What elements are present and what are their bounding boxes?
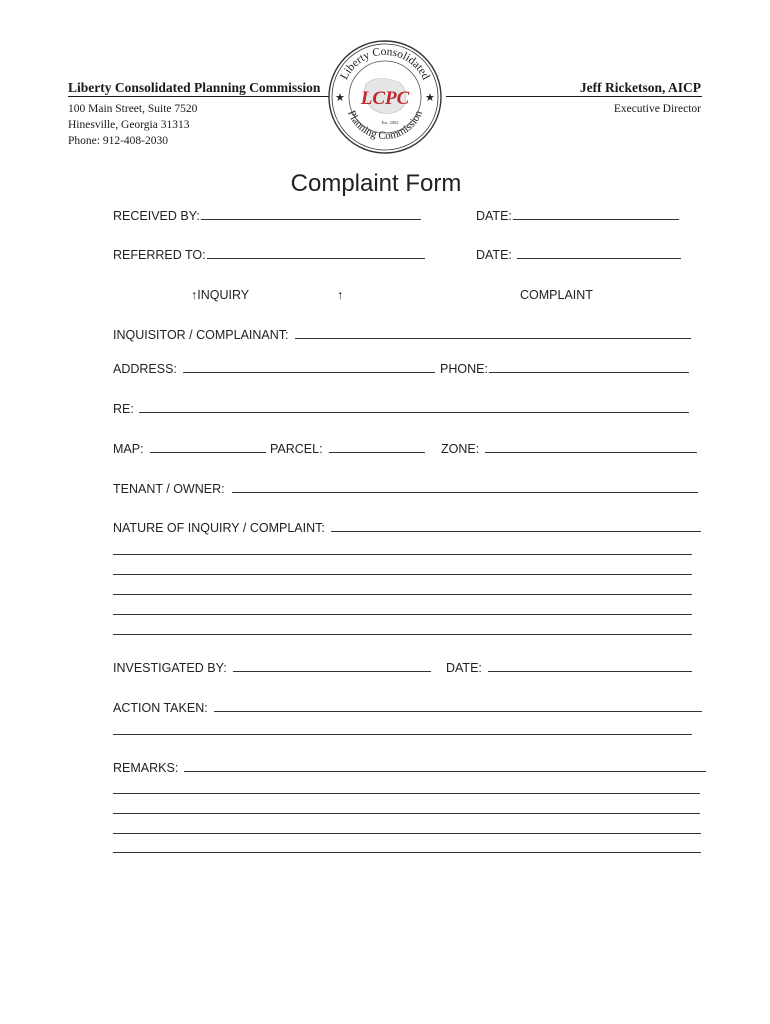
- remarks-field[interactable]: [113, 760, 706, 775]
- org-name: Liberty Consolidated Planning Commission: [68, 80, 321, 95]
- nature-line-3[interactable]: [113, 574, 692, 575]
- map-field[interactable]: [113, 441, 266, 456]
- tenant-owner-label: TENANT / OWNER:: [113, 482, 225, 496]
- inquisitor-line[interactable]: [295, 327, 691, 339]
- complaint-label: COMPLAINT: [520, 288, 593, 302]
- received-by-field[interactable]: [113, 208, 421, 223]
- received-by-label: RECEIVED BY:: [113, 209, 200, 223]
- received-date-field[interactable]: [476, 208, 679, 223]
- re-field[interactable]: [113, 401, 689, 416]
- referred-to-field[interactable]: [113, 247, 425, 262]
- zone-label: ZONE:: [441, 442, 480, 456]
- nature-line-6[interactable]: [113, 634, 692, 635]
- inquisitor-label: INQUISITOR / COMPLAINANT:: [113, 328, 289, 342]
- zone-line[interactable]: [485, 441, 697, 453]
- referred-date-field[interactable]: [476, 247, 681, 262]
- star-left-icon: ★: [335, 92, 345, 104]
- action-taken-line[interactable]: [214, 700, 702, 712]
- director-name-rule: [446, 96, 702, 97]
- nature-field[interactable]: [113, 520, 701, 535]
- remarks-line-3[interactable]: [113, 813, 700, 814]
- tenant-owner-line[interactable]: [232, 481, 698, 493]
- address-field[interactable]: [113, 361, 435, 376]
- re-line[interactable]: [139, 401, 689, 413]
- re-label: RE:: [113, 402, 134, 416]
- org-name-rule: [68, 96, 330, 97]
- address-line-1: 100 Main Street, Suite 7520: [68, 103, 198, 115]
- inquiry-option[interactable]: [191, 288, 249, 302]
- inquiry-checkbox-icon[interactable]: ↑: [191, 288, 198, 302]
- phone-label: PHONE:: [440, 362, 488, 376]
- address-line[interactable]: [183, 361, 435, 373]
- remarks-label: REMARKS:: [113, 761, 179, 775]
- star-right-icon: ★: [425, 92, 435, 104]
- remarks-line-5[interactable]: [113, 852, 701, 853]
- nature-line-2[interactable]: [113, 554, 692, 555]
- seal-est: Est. 2002: [381, 120, 399, 125]
- parcel-label: PARCEL:: [270, 442, 323, 456]
- phone-field[interactable]: [440, 361, 689, 376]
- investigated-date-field[interactable]: [446, 660, 692, 675]
- seal-initials: LCPC: [360, 88, 410, 109]
- director-name: Jeff Ricketson, AICP: [579, 80, 701, 95]
- action-taken-field[interactable]: [113, 700, 702, 715]
- address-line-2: Hinesville, Georgia 31313: [68, 119, 190, 131]
- seal-top-text: Liberty Consolidated: [338, 45, 432, 82]
- inquisitor-field[interactable]: [113, 327, 691, 342]
- complaint-checkbox-icon[interactable]: ↑: [337, 288, 344, 302]
- parcel-field[interactable]: [270, 441, 425, 456]
- action-taken-label: ACTION TAKEN:: [113, 701, 208, 715]
- phone-line: Phone: 912-408-2030: [68, 135, 168, 147]
- parcel-line[interactable]: [329, 441, 425, 453]
- address-label: ADDRESS:: [113, 362, 177, 376]
- nature-line-4[interactable]: [113, 594, 692, 595]
- map-line[interactable]: [150, 441, 266, 453]
- received-by-line[interactable]: [201, 208, 421, 220]
- map-label: MAP:: [113, 442, 144, 456]
- remarks-line-4[interactable]: [113, 833, 701, 834]
- inquiry-label: INQUIRY: [197, 288, 250, 302]
- nature-label: NATURE OF INQUIRY / COMPLAINT:: [113, 521, 325, 535]
- lcpc-seal-logo: [326, 38, 444, 156]
- form-title: Complaint Form: [290, 170, 462, 197]
- seal-bottom-text: Planning Commission: [345, 108, 425, 143]
- received-date-label: DATE:: [476, 209, 512, 223]
- referred-date-label: DATE:: [476, 248, 512, 262]
- nature-line[interactable]: [331, 520, 701, 532]
- investigated-by-label: INVESTIGATED BY:: [113, 661, 227, 675]
- investigated-by-field[interactable]: [113, 660, 431, 675]
- phone-line-input[interactable]: [489, 361, 689, 373]
- director-title: Executive Director: [613, 103, 701, 115]
- remarks-line-2[interactable]: [113, 793, 700, 794]
- action-taken-line-2[interactable]: [113, 734, 692, 735]
- referred-to-line[interactable]: [207, 247, 425, 259]
- remarks-line[interactable]: [184, 760, 706, 772]
- nature-line-5[interactable]: [113, 614, 692, 615]
- referred-to-label: REFERRED TO:: [113, 248, 206, 262]
- investigated-date-label: DATE:: [446, 661, 482, 675]
- tenant-owner-field[interactable]: [113, 481, 698, 496]
- referred-date-line[interactable]: [517, 247, 681, 259]
- investigated-by-line[interactable]: [233, 660, 431, 672]
- received-date-line[interactable]: [513, 208, 679, 220]
- investigated-date-line[interactable]: [488, 660, 692, 672]
- zone-field[interactable]: [441, 441, 697, 456]
